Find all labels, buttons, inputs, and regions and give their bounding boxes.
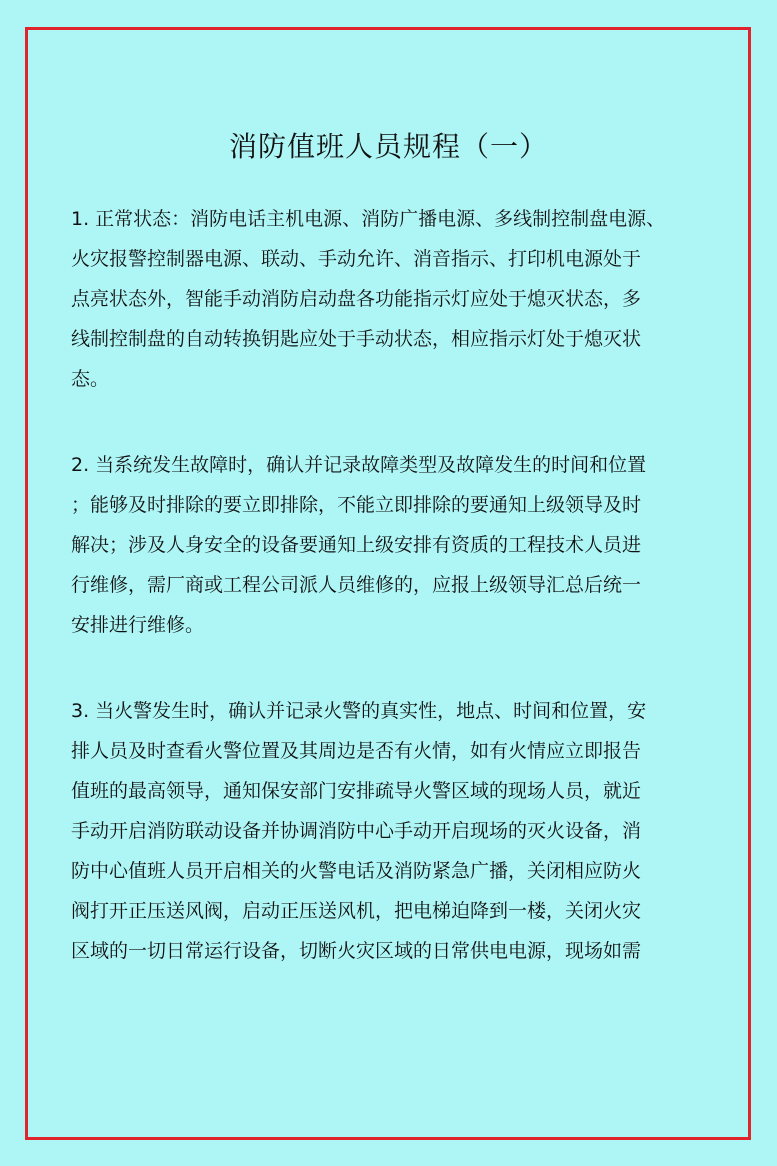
paragraph-line: 解决；涉及人身安全的设备要通知上级安排有资质的工程技术人员进 bbox=[71, 534, 642, 556]
document-title: 消防值班人员规程（一） bbox=[228, 130, 548, 163]
paragraph-normal-state bbox=[71, 199, 711, 399]
paragraph-line: 火灾报警控制器电源、联动、手动允许、消音指示、打印机电源处于 bbox=[71, 248, 642, 270]
paragraph-line: 行维修，需厂商或工程公司派人员维修的，应报上级领导汇总后统一 bbox=[71, 574, 642, 596]
paragraph-line: 点亮状态外，智能手动消防启动盘各功能指示灯应处于熄灭状态，多 bbox=[71, 288, 642, 310]
paragraph-line: 3. 当火警发生时，确认并记录火警的真实性，地点、时间和位置，安 bbox=[71, 700, 647, 722]
paragraph-line: 1. 正常状态：消防电话主机电源、消防广播电源、多线制控制盘电源、 bbox=[71, 208, 666, 230]
paragraph-line: 态。 bbox=[71, 368, 110, 390]
paragraph-line: 阀打开正压送风阀，启动正压送风机，把电梯迫降到一楼，关闭火灾 bbox=[71, 900, 642, 922]
paragraph-system-fault bbox=[71, 445, 711, 645]
paragraph-line: 线制控制盘的自动转换钥匙应处于手动状态，相应指示灯处于熄灭状 bbox=[71, 328, 642, 350]
paragraph-line: ；能够及时排除的要立即排除，不能立即排除的要通知上级领导及时 bbox=[71, 494, 642, 516]
paragraph-line: 安排进行维修。 bbox=[71, 614, 205, 636]
paragraph-line: 区域的一切日常运行设备，切断火灾区域的日常供电电源，现场如需 bbox=[71, 940, 642, 962]
paragraph-line: 值班的最高领导，通知保安部门安排疏导火警区域的现场人员，就近 bbox=[71, 780, 642, 802]
paragraph-line: 排人员及时查看火警位置及其周边是否有火情，如有火情应立即报告 bbox=[71, 740, 642, 762]
paragraph-fire-alarm bbox=[71, 691, 711, 971]
paragraph-line: 2. 当系统发生故障时，确认并记录故障类型及故障发生的时间和位置 bbox=[71, 454, 647, 476]
paragraph-line: 防中心值班人员开启相关的火警电话及消防紧急广播，关闭相应防火 bbox=[71, 860, 642, 882]
paragraph-line: 手动开启消防联动设备并协调消防中心手动开启现场的灭火设备，消 bbox=[71, 820, 642, 842]
